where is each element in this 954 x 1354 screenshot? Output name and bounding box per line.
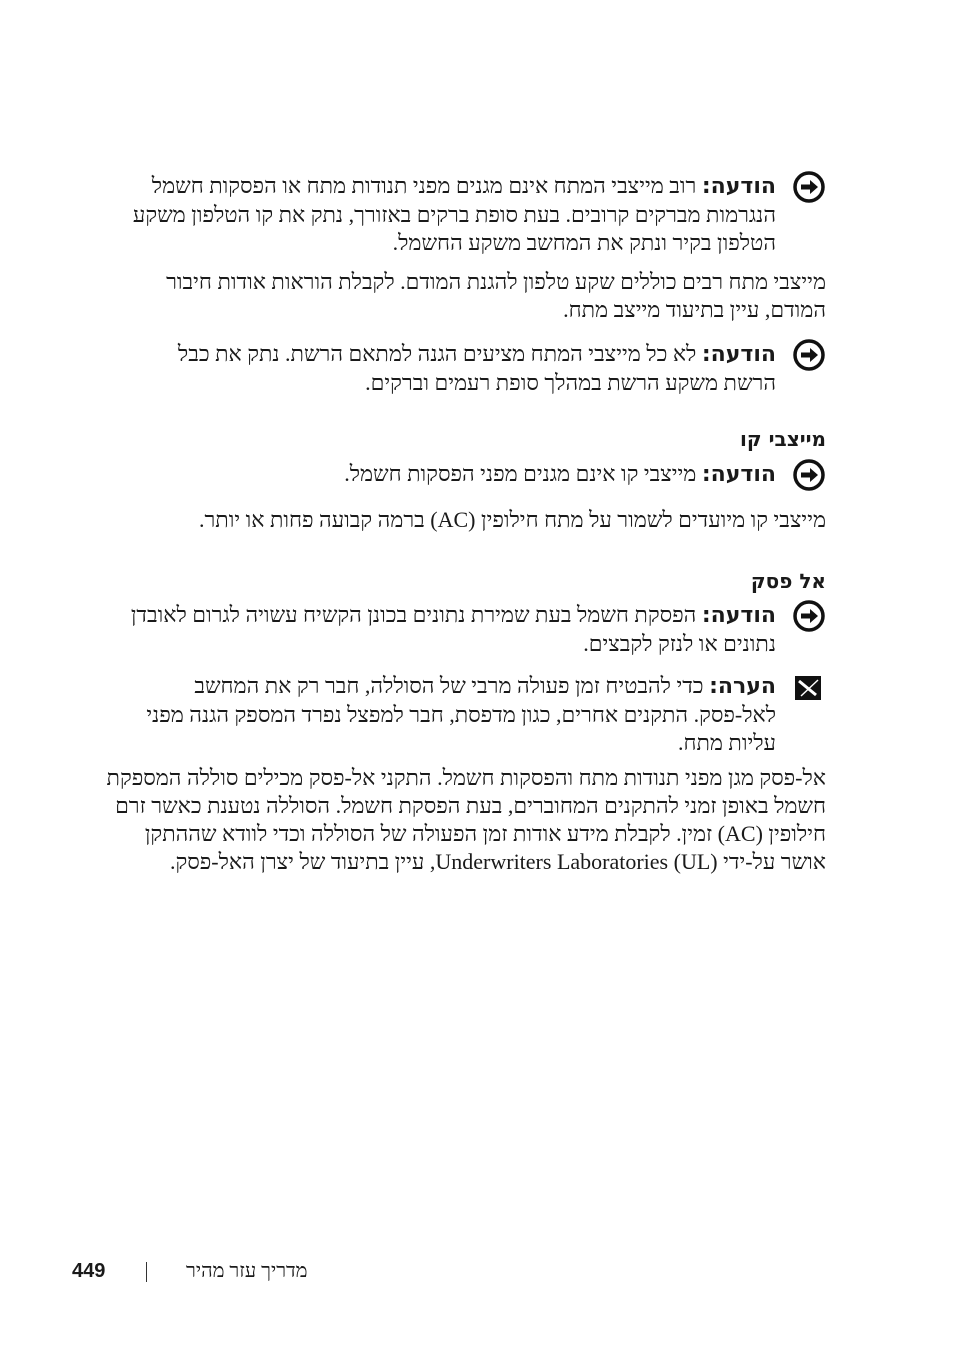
footer-title: מדריך עזר מהיר [186,1260,308,1282]
body-paragraph: מייצבי מתח רבים כוללים שקע טלפון להגנת המודם. לקבלת הוראות אודות חיבור המודם, עיין בתיעוד מייצב מתח. [166,269,826,322]
section-heading: מייצבי קו [740,427,826,451]
notice-icon [792,170,826,204]
notice-text: מייצבי קו אינם מגנים מפני הפסקות חשמל. [344,461,697,486]
note-text: כדי להבטיח זמן פעולה מרבי של הסוללה, חבר רק את המחשב לאל-פסק. התקנים אחרים, כגון מדפסת, חבר למפצל נפרד המספק הגנה מפני עליות מתח. [146,673,776,755]
notice-text: הפסקת חשמל בעת שמירת נתונים בכונן הקשיח עשויה לגרום לאובדן נתונים או לנזק לקבצים. [130,602,776,656]
body-paragraph: מייצבי קו מיועדים לשמור על מתח חילופין (AC) ברמה קבועה פחות או יותר. [199,507,826,532]
notice-text: רוב מייצבי המתח אינם מגנים מפני תנודות מתח או הפסקות חשמל הנגרמות מברקים קרובים. בעת סופת ברקים באזורך, נתק את קו הטלפון משקע הטלפון בקיר ונתק את המחשב משקע החשמל. [132,173,776,255]
footer-divider [146,1262,147,1282]
notice-block [126,340,826,397]
section-heading: אל פסק [750,569,826,593]
notice-block [126,460,826,489]
page-footer [0,1260,954,1290]
note-label: הערה: [709,674,776,699]
notice-block [126,172,826,257]
notice-label: הודעה: [701,462,776,487]
notice-label: הודעה: [701,342,776,367]
notice-label: הודעה: [701,174,776,199]
notice-icon [792,458,826,492]
notice-block [126,601,826,658]
notice-text: לא כל מייצבי המתח מציעים הגנה למתאם הרשת. נתק את כבל הרשת משקע הרשת במהלך סופת רעמים וברקים. [177,341,776,395]
body-paragraph: אל-פסק מגן מפני תנודות מתח והפסקות חשמל. התקני אל-פסק מכילים סוללה המספקת חשמל באופן זמני להתקנים המחוברים, בעת הפסקת חשמל. הסוללה נטענת כאשר זרם חילופין (AC) זמין. לקבלת מידע אודות זמן הפעולה של הסוללה וכדי לוודא שההתקן אושר על-ידי Underwriters Laboratories (UL), עיין בתיעוד של יצרן האל-פסק. [106,765,826,874]
note-block [126,672,826,757]
notice-icon [792,338,826,372]
notice-label: הודעה: [701,603,776,628]
notice-icon [792,599,826,633]
page-number: 449 [72,1260,106,1282]
note-icon [792,672,826,706]
